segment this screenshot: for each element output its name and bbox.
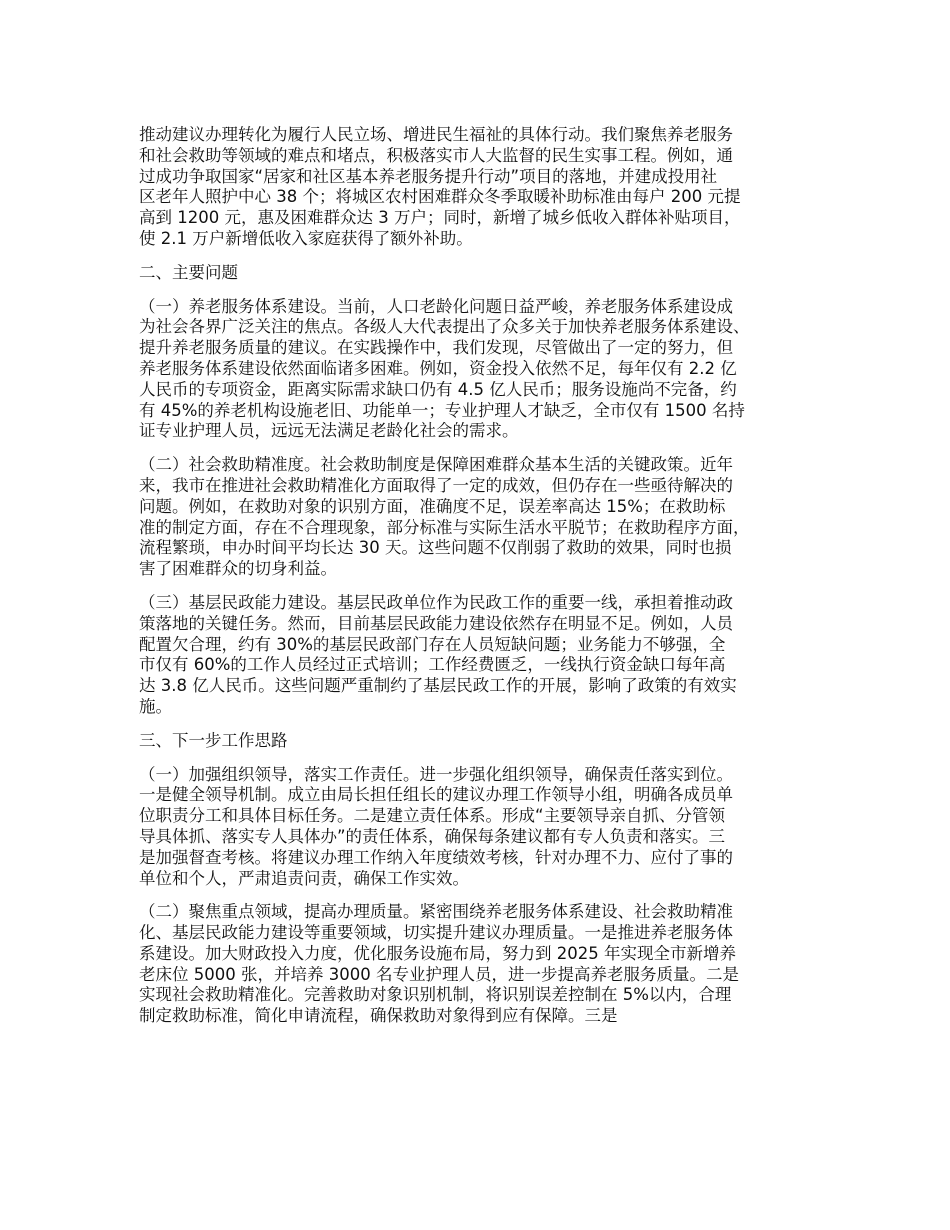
intro-paragraph — [139, 125, 839, 250]
text-line: 准的制定方面，存在不合理现象，部分标准与实际生活水平脱节；在救助程序方面， — [139, 517, 750, 537]
text-line: 是加强督查考核。将建议办理工作纳入年度绩效考核，针对办理不力、应付了事的 — [139, 847, 733, 867]
text-line: 导具体抓、落实专人具体办”的责任体系，确保每条建议都有专人负责和落实。三 — [139, 826, 726, 846]
text-line: 提升养老服务质量的建议。在实践操作中，我们发现，尽管做出了一定的努力，但 — [139, 338, 733, 358]
text-line: 化、基层民政能力建设等重要领域，切实提升建议办理质量。一是推进养老服务体 — [139, 923, 733, 943]
section-heading-main-problems — [139, 263, 839, 284]
text-line: （二）聚焦重点领域，提高办理质量。紧密围绕养老服务体系建设、社会救助精准 — [139, 902, 733, 922]
text-line: 养老服务体系建设依然面临诸多困难。例如，资金投入依然不足，每年仅有 2.2 亿 — [139, 358, 737, 378]
text-line: 施。 — [139, 696, 172, 716]
paragraph-social-assistance — [139, 455, 839, 580]
paragraph-elderly-care — [139, 297, 839, 443]
text-line: 系建设。加大财政投入力度，优化服务设施布局，努力到 2025 年实现全市新增养 — [139, 943, 736, 963]
text-line: （一）养老服务体系建设。当前，人口老龄化问题日益严峻，养老服务体系建设成 — [139, 296, 733, 316]
text-line: 来，我市在推进社会救助精准化方面取得了一定的成效，但仍存在一些亟待解决的 — [139, 475, 733, 495]
text-line: 位职责分工和具体目标任务。二是建立责任体系。形成“主要领导亲自抓、分管领 — [139, 806, 726, 826]
text-line: 人民币的专项资金，距离实际需求缺口仍有 4.5 亿人民币；服务设施尚不完备，约 — [139, 379, 737, 399]
document-page — [139, 125, 839, 1040]
text-line: 推动建议办理转化为履行人民立场、增进民生福祉的具体行动。我们聚焦养老服务 — [139, 125, 733, 144]
text-line: 流程繁琐，申办时间平均长达 30 天。这些问题不仅削弱了救助的效果，同时也损 — [139, 538, 732, 558]
text-line: 单位和个人，严肃追责问责，确保工作实效。 — [139, 868, 469, 888]
paragraph-leadership — [139, 765, 839, 890]
section-heading-next-steps — [139, 731, 839, 752]
text-line: 证专业护理人员，远远无法满足老龄化社会的需求。 — [139, 421, 519, 441]
paragraph-grassroots-capacity — [139, 593, 839, 718]
heading-text: 三、下一步工作思路 — [139, 730, 288, 750]
text-line: 和社会救助等领域的难点和堵点，积极落实市人大监督的民生实事工程。例如，通 — [139, 145, 733, 165]
text-line: 使 2.1 万户新增低收入家庭获得了额外补助。 — [139, 228, 473, 248]
text-line: 为社会各界广泛关注的焦点。各级人大代表提出了众多关于加快养老服务体系建设、 — [139, 317, 750, 337]
text-line: 过成功争取国家“居家和社区基本养老服务提升行动”项目的落地，并建成投用社 — [139, 166, 718, 186]
text-line: 一是健全领导机制。成立由局长担任组长的建议办理工作领导小组，明确各成员单 — [139, 785, 733, 805]
text-line: 实现社会救助精准化。完善救助对象识别机制，将识别误差控制在 5%以内，合理 — [139, 985, 732, 1005]
text-line: 市仅有 60%的工作人员经过正式培训；工作经费匮乏，一线执行资金缺口每年高 — [139, 655, 726, 675]
text-line: 制定救助标准，简化申请流程，确保救助对象得到应有保障。三是 — [139, 1006, 618, 1026]
text-line: 高到 1200 元，惠及困难群众达 3 万户；同时，新增了城乡低收入群体补贴项目， — [139, 208, 741, 228]
text-line: 老床位 5000 张，并培养 3000 名专业护理人员，进一步提高养老服务质量。二是 — [139, 964, 739, 984]
text-line: 配置欠合理，约有 30%的基层民政部门存在人员短缺问题；业务能力不够强，全 — [139, 634, 726, 654]
text-line: （二）社会救助精准度。社会救助制度是保障困难群众基本生活的关键政策。近年 — [139, 455, 733, 475]
text-line: （一）加强组织领导，落实工作责任。进一步强化组织领导，确保责任落实到位。 — [139, 764, 733, 784]
text-line: 达 3.8 亿人民币。这些问题严重制约了基层民政工作的开展，影响了政策的有效实 — [139, 676, 737, 696]
text-line: （三）基层民政能力建设。基层民政单位作为民政工作的重要一线，承担着推动政 — [139, 592, 733, 612]
text-line: 区老年人照护中心 38 个；将城区农村困难群众冬季取暖补助标准由每户 200 元提 — [139, 187, 741, 207]
heading-text: 二、主要问题 — [139, 262, 238, 282]
text-line: 策落地的关键任务。然而，目前基层民政能力建设依然存在明显不足。例如，人员 — [139, 613, 733, 633]
text-line: 有 45%的养老机构设施老旧、功能单一；专业护理人才缺乏，全市仅有 1500 名持 — [139, 400, 745, 420]
paragraph-key-areas — [139, 902, 839, 1027]
text-line: 害了困难群众的切身利益。 — [139, 559, 337, 579]
text-line: 问题。例如，在救助对象的识别方面，准确度不足，误差率高达 15%；在救助标 — [139, 496, 726, 516]
